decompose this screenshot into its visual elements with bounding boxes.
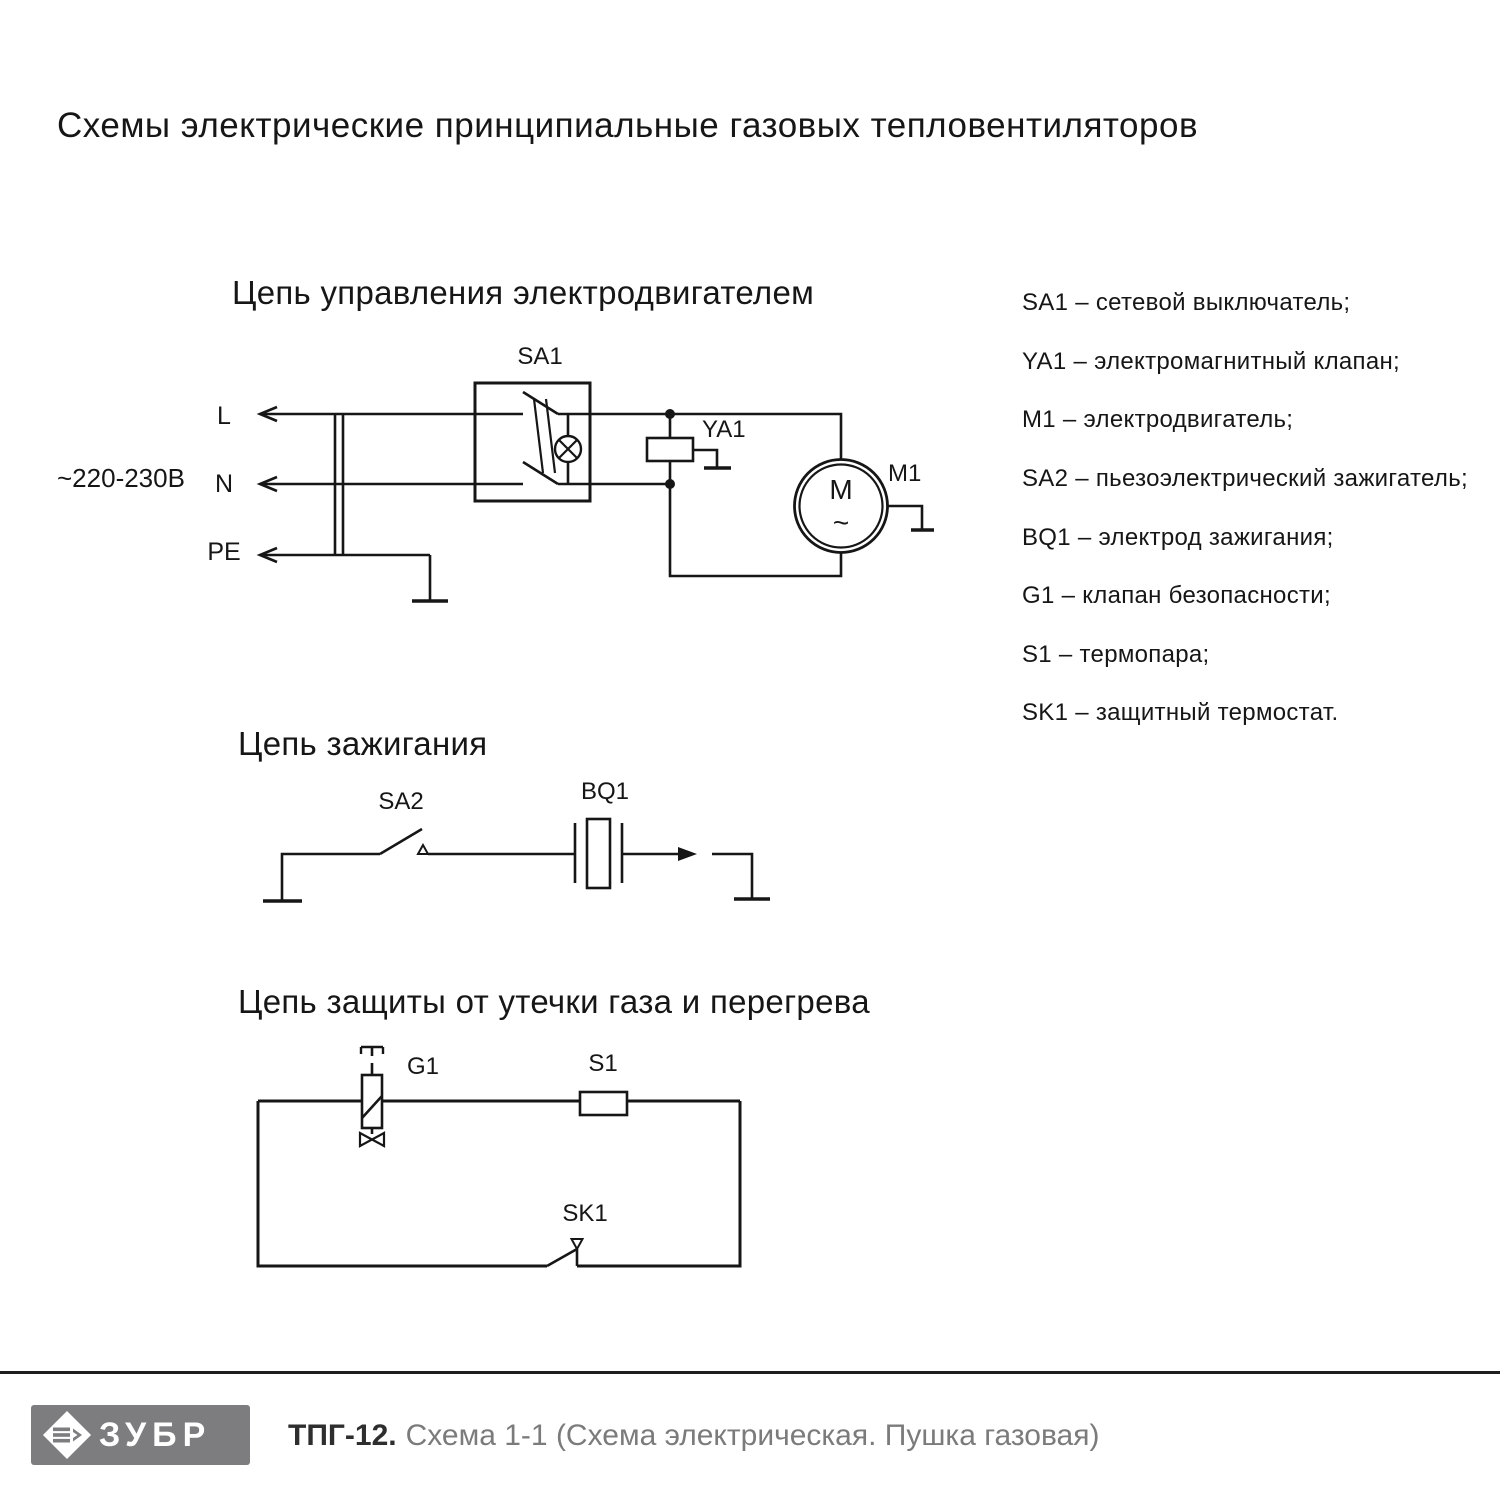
bq1-electrode-symbol [575, 819, 622, 888]
sa2-contact-icon [418, 845, 428, 854]
sa1-switch-symbol [475, 383, 590, 501]
zubr-logo-icon [41, 1409, 93, 1461]
loop-right-bottom [577, 1101, 740, 1266]
label-g1: G1 [407, 1053, 440, 1080]
brand-logo [31, 1405, 250, 1465]
brand-name: ЗУБР [99, 1415, 212, 1454]
section-title-ignition: Цепь зажигания [238, 725, 488, 762]
wire-bottom-loop [670, 484, 841, 576]
ya1-coil [647, 438, 693, 461]
right-terminal-lead [712, 854, 752, 898]
g1-safety-valve-symbol [360, 1047, 384, 1146]
ya1-ground-lead [693, 450, 717, 467]
label-pe: PE [207, 538, 241, 566]
spark-arrow-icon [678, 847, 697, 861]
motor-ground-lead [888, 506, 923, 529]
label-motor-wave: ~ [832, 507, 850, 538]
label-sa2: SA2 [378, 788, 424, 815]
schema-caption: Схема 1-1 (Схема электрическая. Пушка газовая) [405, 1419, 1100, 1452]
footer-caption-line [288, 1419, 1099, 1453]
legend-item: S1 – термопара; [1022, 640, 1210, 668]
lamp-cross-icon [559, 440, 577, 458]
g1-diagonal [362, 1096, 382, 1118]
legend-item: BQ1 – электрод зажигания; [1022, 523, 1334, 551]
legend-item: SK1 – защитный термостат. [1022, 699, 1339, 727]
footer-divider [0, 1371, 1500, 1374]
loop-left-bottom [258, 1101, 547, 1266]
legend-item: YA1 – электромагнитный клапан; [1022, 347, 1401, 375]
legend-item: SA1 – сетевой выключатель; [1022, 289, 1351, 317]
wire-pe [260, 555, 430, 600]
section-title-protection: Цепь защиты от утечки газа и перегрева [238, 983, 870, 1020]
label-sk1: SK1 [562, 1200, 608, 1227]
g1-body [362, 1075, 382, 1128]
sa1-blades [523, 392, 558, 484]
section-title-motor-control: Цепь управления электродвигателем [232, 274, 815, 311]
s1-thermocouple-body [580, 1092, 627, 1115]
sa1-pole-stubs [475, 414, 590, 484]
sk1-blade [547, 1249, 577, 1266]
page-title: Схемы электрические принципиальные газовых тепловентиляторов [57, 106, 1199, 145]
sk1-thermostat-symbol [547, 1239, 583, 1266]
sk1-contact-icon [572, 1239, 583, 1249]
label-l: L [217, 402, 231, 430]
sa2-blade [380, 829, 422, 854]
label-motor-m: M [829, 474, 853, 505]
ignition-circuit [263, 819, 770, 901]
left-terminal-lead [282, 854, 380, 900]
label-bq1: BQ1 [580, 778, 630, 805]
valve-bowtie-icon [360, 1133, 384, 1146]
bq1-body [587, 819, 610, 888]
label-m1: M1 [888, 460, 922, 487]
bq1-plates [575, 823, 622, 883]
label-sa1: SA1 [517, 343, 563, 370]
label-s1: S1 [588, 1050, 618, 1077]
legend-item: SA2 – пьезоэлектрический зажигатель; [1022, 465, 1468, 493]
label-voltage: ~220-230В [57, 463, 185, 493]
legend-item: G1 – клапан безопасности; [1022, 582, 1331, 610]
label-ya1: YA1 [702, 416, 746, 443]
legend-item: M1 – электродвигатель; [1022, 406, 1294, 434]
protection-circuit [258, 1047, 740, 1266]
model-number: ТПГ-12. [288, 1419, 397, 1452]
label-n: N [214, 470, 234, 498]
